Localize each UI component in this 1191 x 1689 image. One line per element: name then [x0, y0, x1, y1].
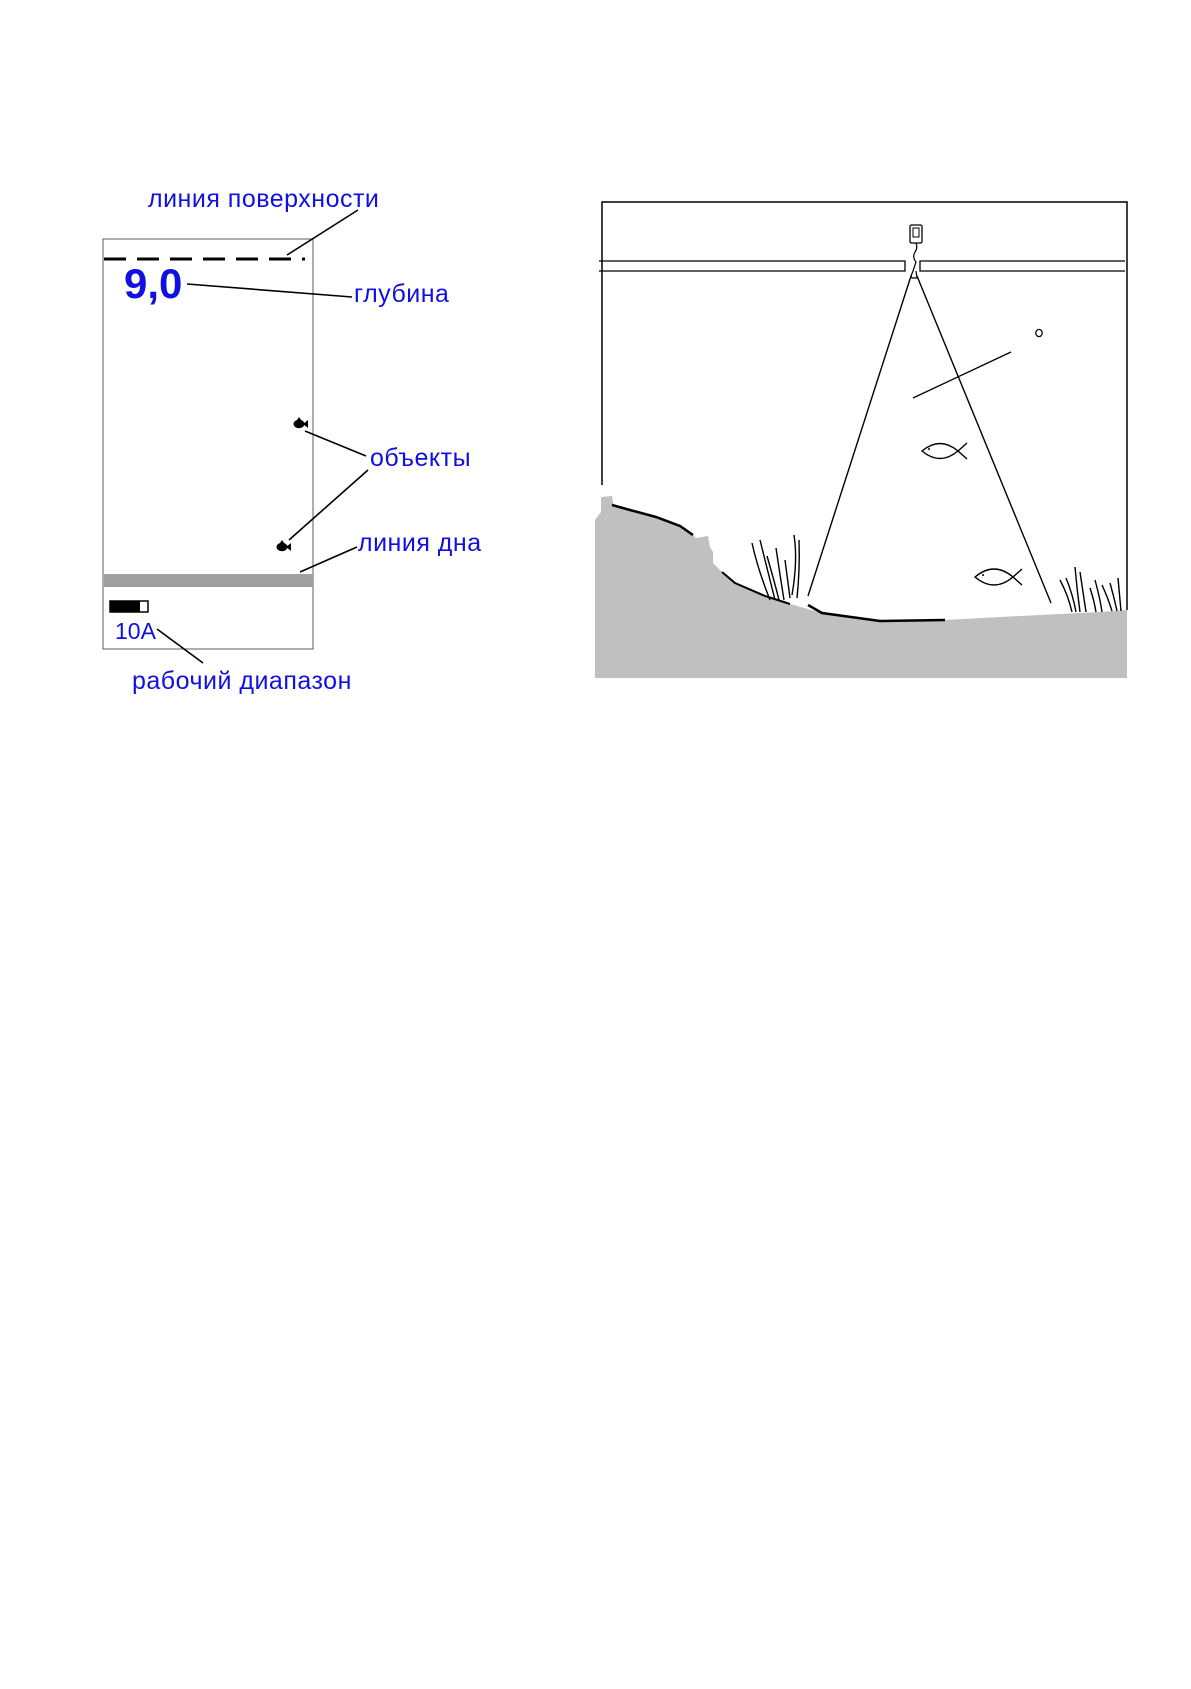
label-depth: глубина [354, 280, 450, 308]
underwater-scene [595, 202, 1127, 678]
label-objects: объекты [370, 444, 472, 472]
label-surface-line: линия поверхности [148, 185, 380, 213]
pointer-line [913, 352, 1011, 398]
battery-icon [110, 601, 148, 612]
sonar-beam-left [808, 276, 911, 596]
fish-icon [975, 569, 1022, 585]
sonar-beam-right [917, 276, 1051, 603]
depth-value: 9,0 [124, 260, 183, 307]
label-working-range: рабочий диапазон [132, 667, 352, 695]
bubble-icon [1036, 329, 1042, 336]
callout-object-1 [305, 431, 366, 456]
label-bottom-line: линия дна [358, 529, 482, 557]
range-value: 10A [115, 618, 156, 644]
callout-surface [287, 210, 358, 255]
bottom-line-band [104, 574, 313, 587]
display-diagram [103, 239, 313, 649]
weed-icon [752, 535, 799, 600]
weed-icon [1060, 567, 1121, 612]
fish-icon [922, 443, 967, 459]
